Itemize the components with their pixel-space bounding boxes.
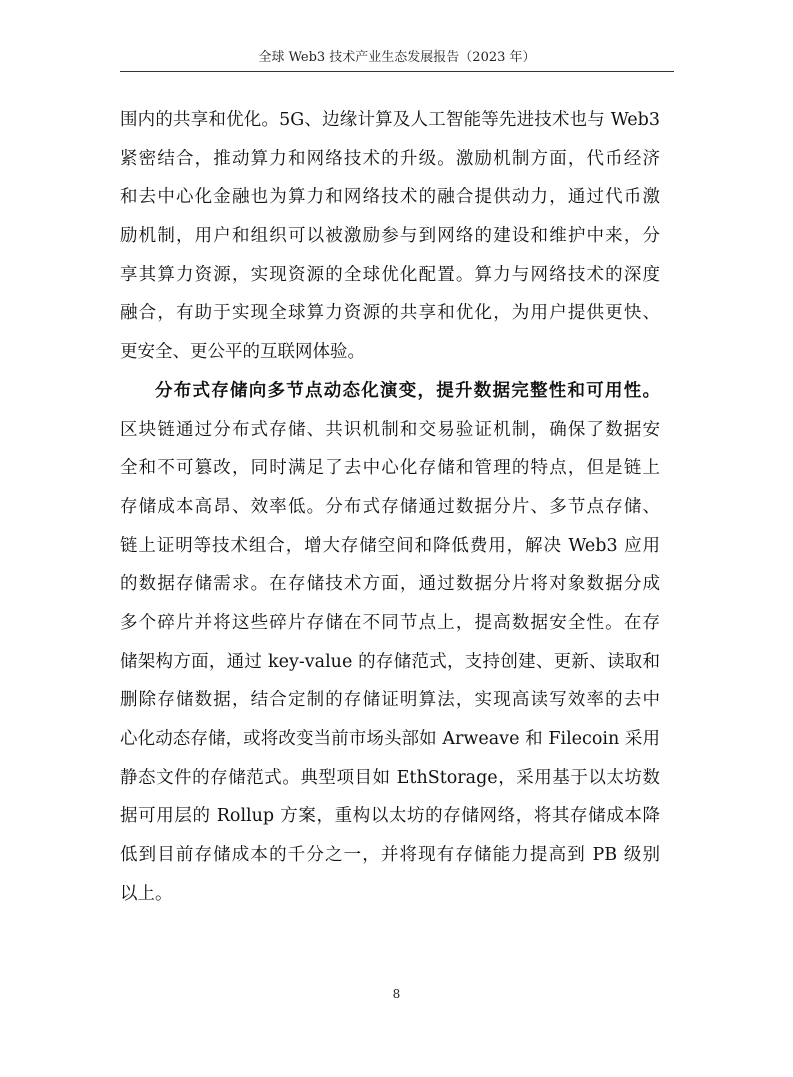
text-line: 融合，有助于实现全球算力资源的共享和优化，为用户提供更快、 (120, 303, 660, 324)
text-line: 链上证明等技术组合，增大存储空间和降低费用，解决 Web3 应用 (120, 535, 660, 556)
text-line: 和去中心化金融也为算力和网络技术的融合提供动力，通过代币激 (120, 187, 660, 208)
text-line: 多个碎片并将这些碎片存储在不同节点上，提高数据安全性。在存 (120, 612, 660, 633)
text-line: 心化动态存储，或将改变当前市场头部如 Arweave 和 Filecoin 采用 (120, 729, 660, 749)
text-line: 紧密结合，推动算力和网络技术的升级。激励机制方面，代币经济 (120, 148, 660, 169)
text-line: 围内的共享和优化。5G、边缘计算及人工智能等先进技术也与 Web3 (120, 110, 660, 130)
text-line: 的数据存储需求。在存储技术方面，通过数据分片将对象数据分成 (120, 574, 660, 595)
text-line: 静态文件的存储范式。典型项目如 EthStorage，采用基于以太坊数 (120, 767, 660, 788)
text-line: 全和不可篡改，同时满足了去中心化存储和管理的特点，但是链上 (120, 458, 660, 479)
running-header: 全球 Web3 技术产业生态发展报告（2023 年） (120, 48, 674, 72)
text-line: 以上。 (120, 883, 173, 904)
text-line: 删除存储数据，结合定制的存储证明算法，实现高读写效率的去中 (120, 690, 660, 711)
section-heading-line (120, 372, 660, 411)
text-line: 区块链通过分布式存储、共识机制和交易验证机制，确保了数据安 (120, 419, 660, 440)
text-line: 存储成本高昂、效率低。分布式存储通过数据分片、多节点存储、 (120, 496, 660, 517)
paragraph-distributed-storage (120, 372, 660, 914)
text-line: 励机制，用户和组织可以被激励参与到网络的建设和维护中来，分 (120, 226, 660, 247)
text-line: 享其算力资源，实现资源的全球优化配置。算力与网络技术的深度 (120, 264, 660, 285)
text-line: 据可用层的 Rollup 方案，重构以太坊的存储网络，将其存储成本降 (120, 806, 660, 827)
text-line: 更安全、更公平的互联网体验。 (120, 342, 365, 363)
text-line: 低到目前存储成本的千分之一，并将现有存储能力提高到 PB 级别 (120, 845, 660, 866)
document-body (120, 101, 660, 913)
paragraph-compute-network (120, 101, 660, 372)
section-heading: 分布式存储向多节点动态化演变，提升数据完整性和可用性。 (155, 380, 660, 401)
page-number: 8 (392, 987, 401, 1001)
text-line: 储架构方面，通过 key-value 的存储范式，支持创建、更新、读取和 (120, 651, 660, 672)
